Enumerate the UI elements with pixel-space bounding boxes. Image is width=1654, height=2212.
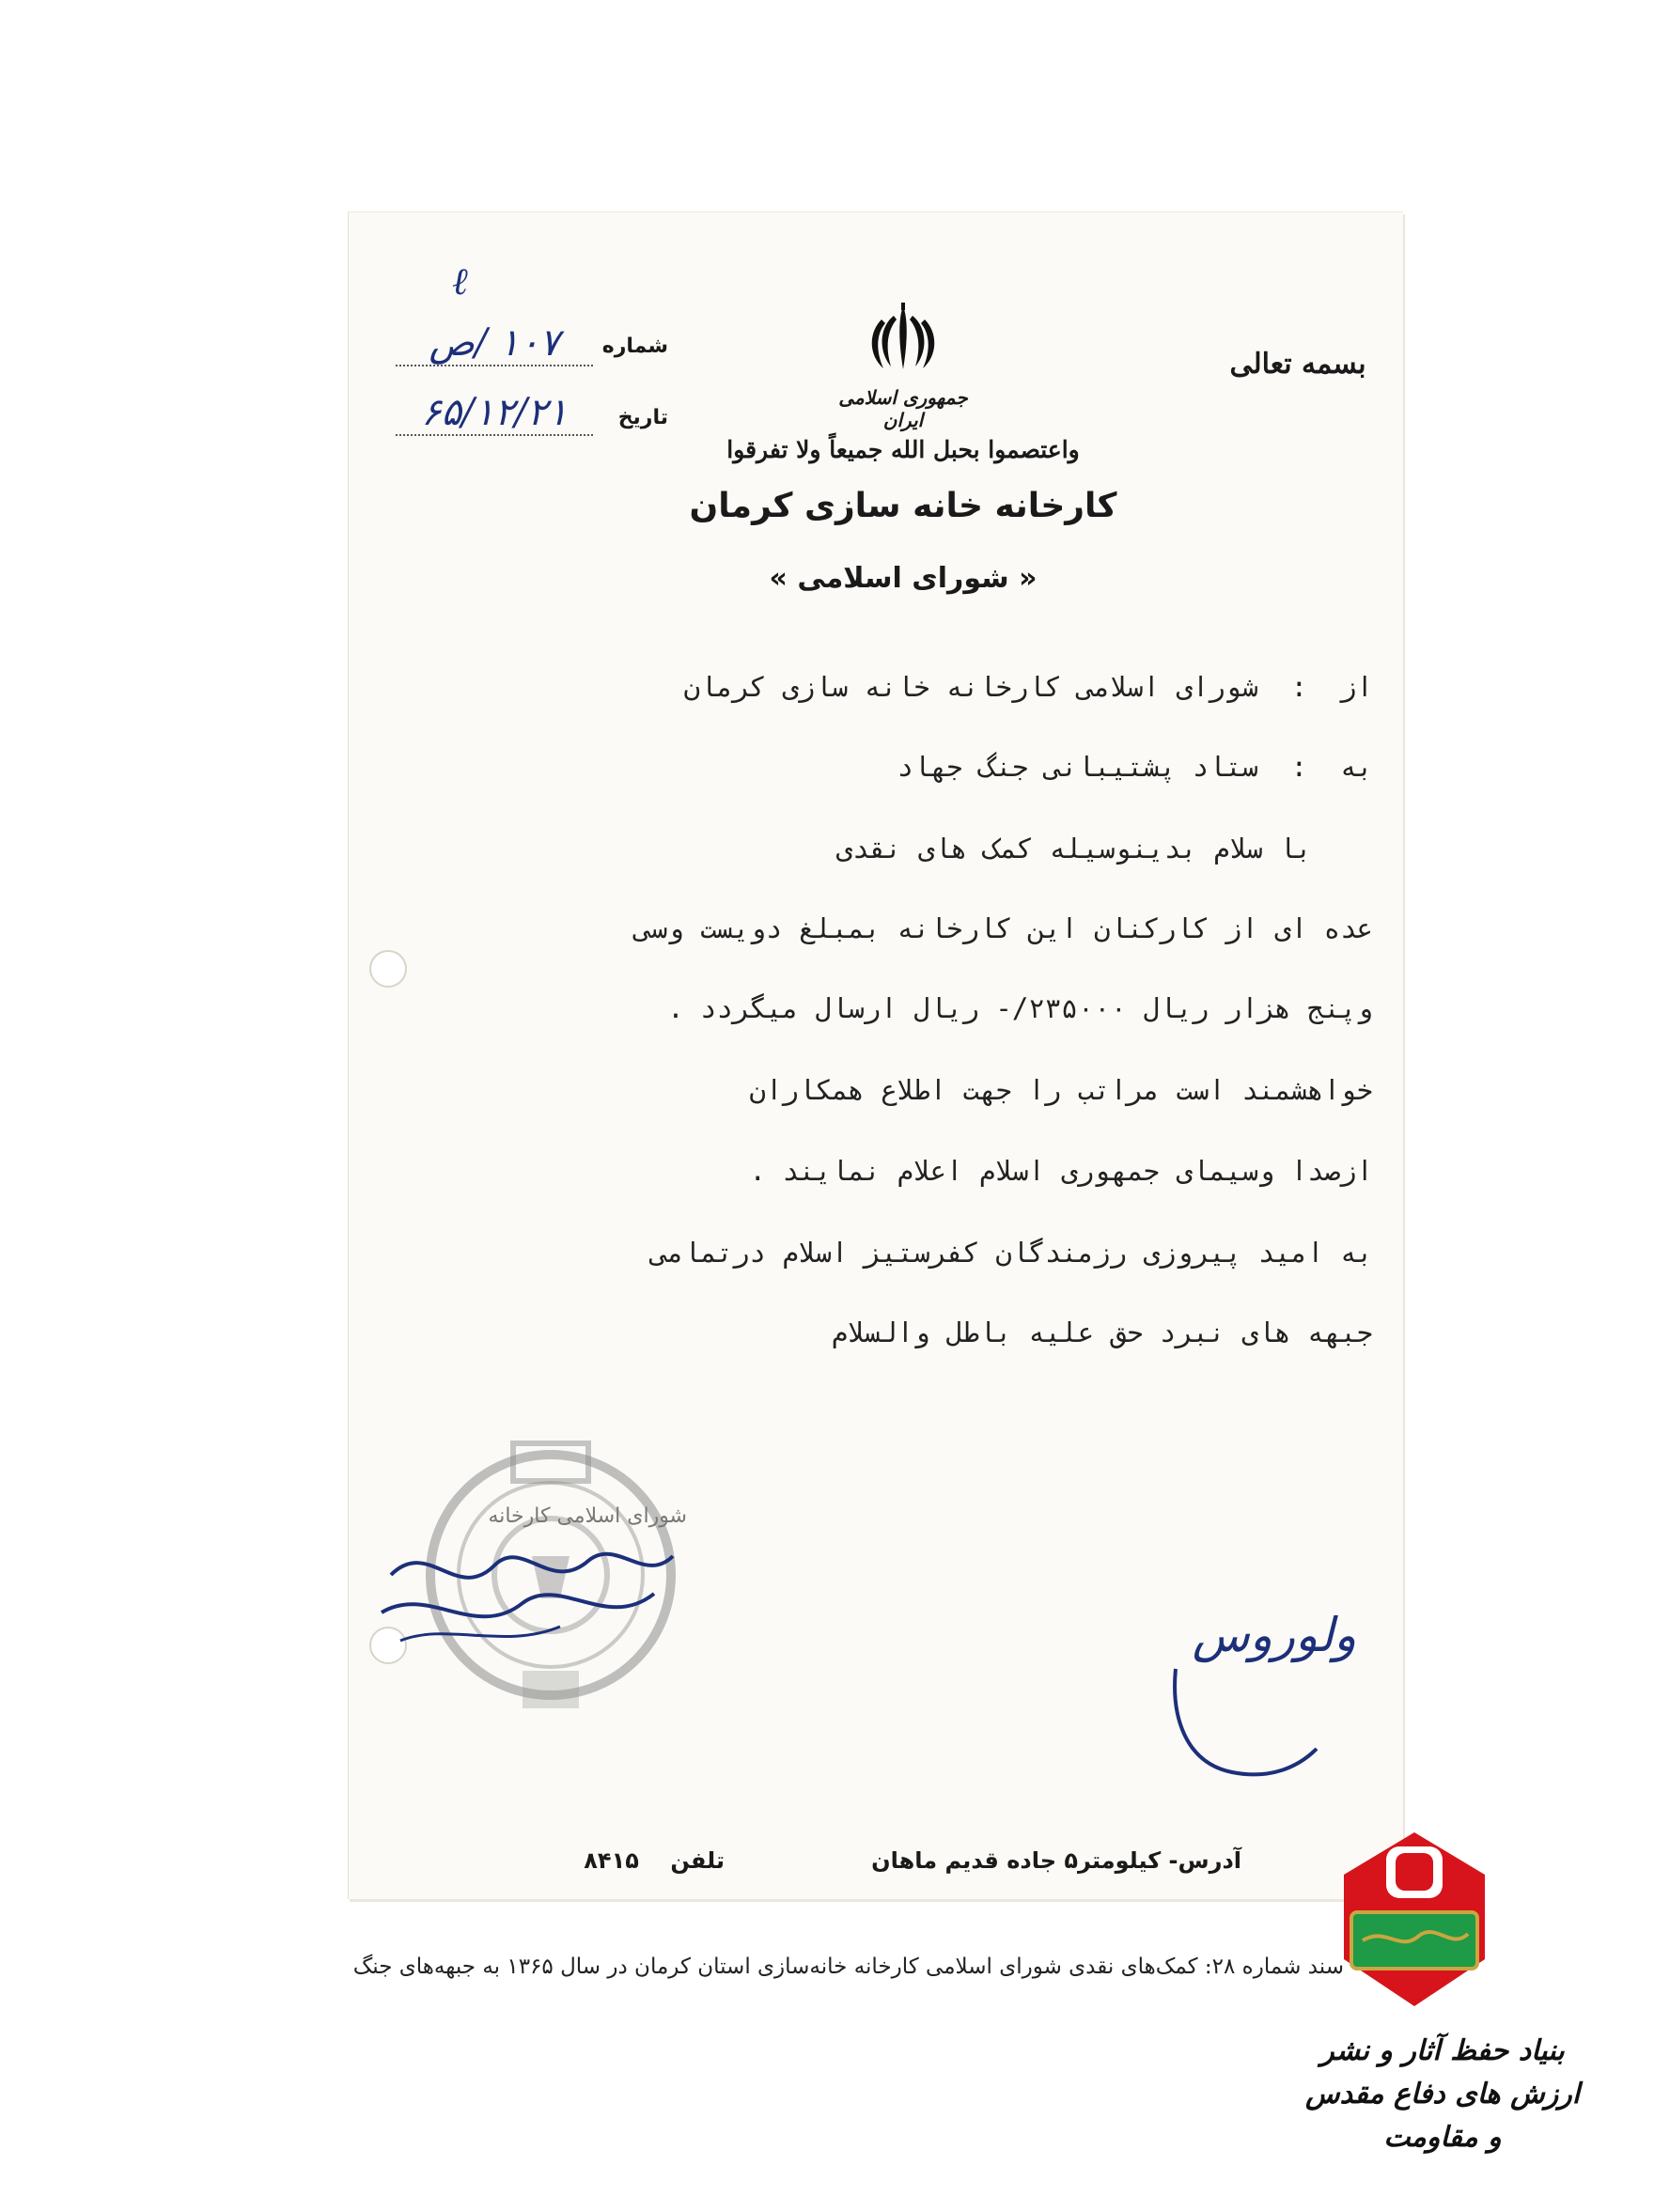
handwritten-note-stroke	[1157, 1659, 1326, 1791]
body-line: ازصدا وسیمای جمهوری اسلام اعلام نمایند .	[749, 1155, 1373, 1187]
body-line: عده ای از کارکنان این کارخانه بمبلغ دویست وسی	[634, 912, 1373, 944]
address: آدرس- کیلومتر۵ جاده قدیم ماهان	[871, 1847, 1241, 1874]
body-line: با سلام بدینوسیله کمک های نقدی	[835, 833, 1312, 865]
body-line: به امید پیروزی رزمندگان کفرستیز اسلام درتمامی	[650, 1237, 1373, 1269]
handwritten-signature	[372, 1519, 682, 1659]
date-value: ۶۵/۱۲/۲۱	[396, 391, 593, 436]
body-line: جبهه های نبرد حق علیه باطل والسلام	[831, 1316, 1373, 1348]
handwritten-note: ولوروس	[1192, 1608, 1357, 1662]
to-colon: :	[1274, 751, 1324, 783]
to-line	[490, 751, 1373, 783]
number-label: شماره	[601, 335, 668, 358]
signature-label: شورای اسلامی کارخانه	[488, 1504, 687, 1528]
letter-paper	[348, 211, 1403, 1899]
organization-title: کارخانه خانه سازی کرمان	[689, 487, 1117, 525]
phone-gap	[647, 1847, 663, 1874]
body-line: خواهشمند است مراتب را جهت اطلاع همکاران	[749, 1074, 1373, 1106]
handwritten-mark: ℓ	[452, 260, 468, 304]
verse-heading: واعتصموا بحبل الله جمیعاً ولا تفرقوا	[726, 436, 1080, 463]
basmala: بسمه تعالی	[1229, 348, 1366, 381]
body-line: وپنج هزار ریال ۲۳۵۰۰۰/- ریال ارسال میگردد .	[667, 992, 1373, 1024]
to-label: به	[1340, 751, 1373, 783]
phone-line	[518, 1847, 725, 1874]
date-label: تاریخ	[617, 406, 668, 429]
foundation-badge-logo	[1344, 1832, 1485, 2006]
emblem-caption: جمهوری اسلامی ایران	[838, 386, 968, 431]
from-colon: :	[1274, 671, 1324, 703]
phone-label: تلفن	[670, 1847, 725, 1874]
from-value: شورای اسلامی کارخانه خانه سازی کرمان	[683, 671, 1258, 703]
phone-value: ۸۴۱۵	[584, 1847, 639, 1874]
iran-emblem	[861, 299, 945, 383]
document-caption: سند شماره ۲۸: کمک‌های نقدی شورای اسلامی کارخانه خانه‌سازی استان کرمان در سال ۱۳۶۵ به جبهه‌های جنگ	[352, 1955, 1344, 1979]
punch-hole	[369, 950, 407, 988]
from-label: از	[1340, 671, 1373, 703]
council-title: « شورای اسلامی »	[769, 562, 1038, 595]
from-line	[490, 671, 1373, 703]
to-value: ستاد پشتیبانی جنگ جهاد	[897, 751, 1258, 783]
number-value: ۱۰۷ /ص	[396, 321, 593, 366]
foundation-name: بنیاد حفظ آثار و نشر ارزش های دفاع مقدس و مقاومت	[1304, 2034, 1581, 2154]
